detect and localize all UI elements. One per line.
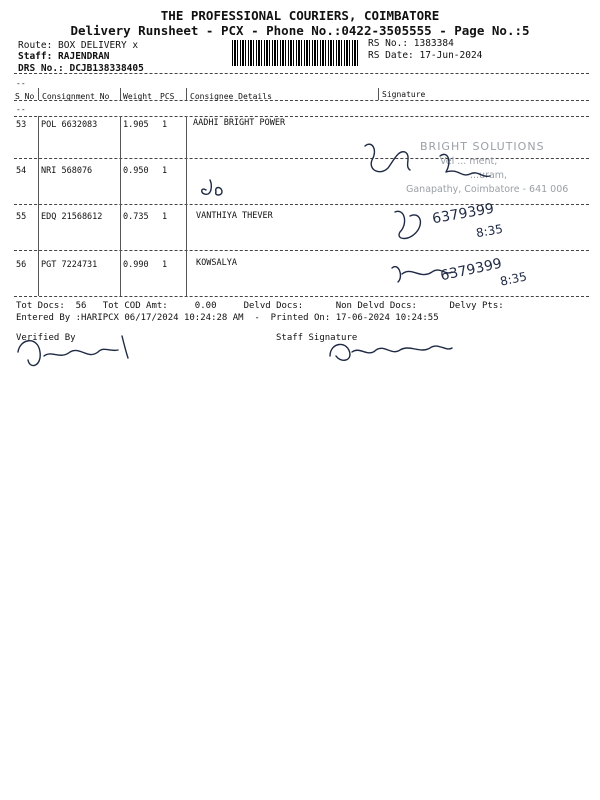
row-sno: 54: [16, 166, 27, 176]
handwritten-phone: 6379399: [439, 255, 504, 285]
row-consignee: VANTHIYA THEVER: [196, 211, 273, 221]
rs-number: RS No.: 1383384: [368, 38, 454, 49]
handwritten-phone: 6379399: [431, 200, 496, 228]
summary-line: Tot Docs: 56 Tot COD Amt: 0.00 Delvd Docs: Non Delvd Docs: Delvy Pts:: [16, 301, 504, 311]
row-pcs: 1: [162, 166, 168, 176]
signature-mark: [440, 154, 490, 176]
entered-by-line: Entered By :HARIPCX 06/17/2024 10:24:28 AM - Printed On: 17-06-2024 10:24:55: [16, 313, 439, 323]
row-consignment: POL 6632083: [41, 120, 98, 130]
row-consignment: EDQ 21568612: [41, 212, 103, 222]
dash-mark: --: [16, 105, 26, 114]
row-pcs: 1: [162, 260, 168, 270]
row-weight: 1.905: [123, 120, 149, 130]
stamp-line: Vel ... ment,: [440, 156, 498, 167]
row-sno: 53: [16, 120, 27, 130]
col-signature: Signature: [382, 90, 426, 99]
row-pcs: 1: [162, 120, 168, 130]
staff-label: Staff: RAJENDRAN: [18, 51, 110, 62]
staff-signature-label: Staff Signature: [276, 333, 358, 343]
signature-mark: [395, 211, 420, 238]
row-sno: 55: [16, 212, 27, 222]
handwritten-time: 8:35: [474, 221, 504, 241]
verified-by-label: Verified By: [16, 333, 76, 343]
col-pcs: PCS: [160, 92, 175, 101]
runsheet-title: Delivery Runsheet - PCX - Phone No.:0422-3505555 - Page No.:5: [70, 23, 530, 38]
col-consignment: Consignment No: [42, 92, 110, 101]
row-weight: 0.950: [123, 166, 149, 176]
row-consignment: NRI 568076: [41, 166, 93, 176]
stamp-line: ...uram,: [470, 170, 508, 181]
stamp-line: BRIGHT SOLUTIONS: [420, 140, 545, 153]
row-pcs: 1: [162, 212, 168, 222]
row-consignment: PGT 7224731: [41, 260, 98, 270]
staff-signature: [330, 344, 452, 360]
row-sno: 56: [16, 260, 27, 270]
row-consignee: KOWSALYA: [196, 258, 237, 268]
row-weight: 0.990: [123, 260, 149, 270]
row-weight: 0.735: [123, 212, 149, 222]
stamp-line: Ganapathy, Coimbatore - 641 006: [406, 184, 569, 195]
col-weight: Weight: [123, 92, 152, 101]
dash-mark: --: [16, 79, 26, 88]
handwritten-time: 8:35: [498, 269, 529, 289]
rs-date: RS Date: 17-Jun-2024: [368, 50, 483, 61]
row-consignee: AADHI BRIGHT POWER: [193, 118, 286, 128]
route-label: Route: BOX DELIVERY x: [18, 40, 139, 51]
col-sno: S No: [15, 92, 35, 101]
company-title: THE PROFESSIONAL COURIERS, COIMBATORE: [160, 8, 440, 23]
col-consignee: Consignee Details: [190, 92, 272, 101]
signature-mark: [365, 144, 410, 172]
drs-number: DRS No.: DCJB138338405: [18, 63, 144, 74]
handwritten-do: [202, 180, 222, 195]
